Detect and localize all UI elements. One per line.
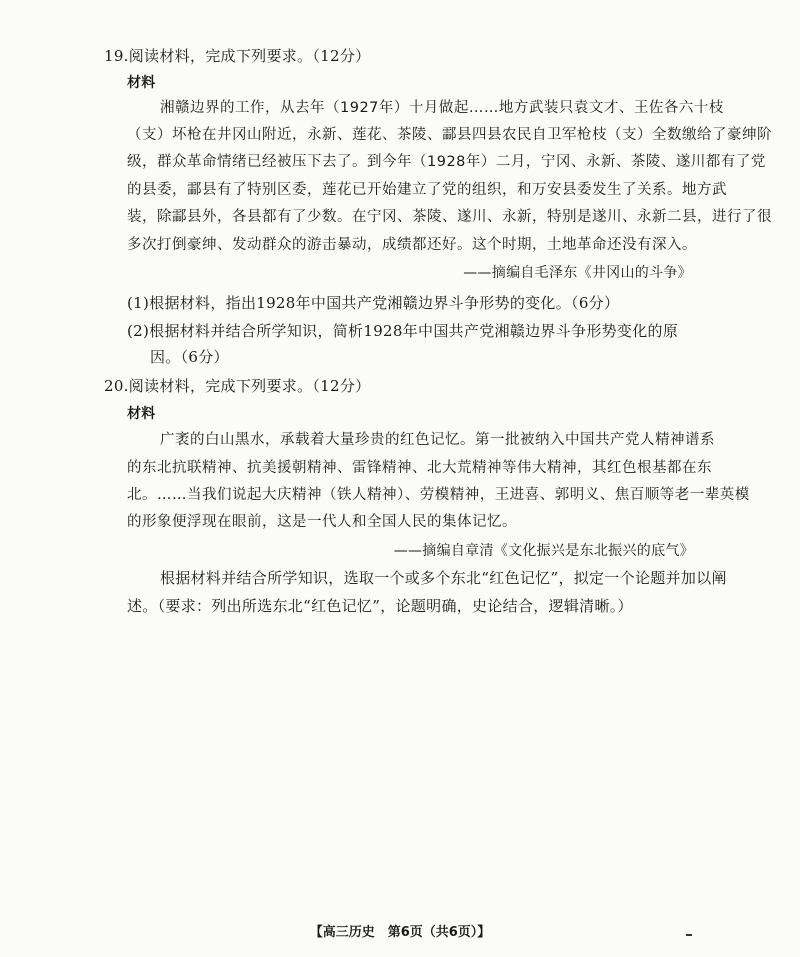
- question-20-task-cont: 述。（要求：列出所选东北“红色记忆”，论题明确，史论结合，逻辑清晰。）: [127, 597, 633, 615]
- question-19-source: ——摘编自毛泽东《井冈山的斗争》: [463, 265, 692, 281]
- question-20-title: 20.阅读材料，完成下列要求。（12分）: [104, 377, 371, 395]
- question-19-subquestion-1: (1)根据材料，指出1928年中国共产党湘赣边界斗争形势的变化。（6分）: [127, 294, 620, 312]
- question-20-material-line: 广袤的白山黑水，承载着大量珍贵的红色记忆。第一批被纳入中国共产党人精神谱系: [160, 432, 715, 448]
- question-19-material-line: 装，除酃县外，各县都有了少数。在宁冈、茶陵、遂川、永新，特别是遂川、永新二县，进行了很: [127, 209, 772, 225]
- question-19-subquestion-2-cont: 因。（6分）: [150, 348, 229, 366]
- question-20-source: ——摘编自章清《文化振兴是东北振兴的底气》: [393, 543, 694, 559]
- question-19-material-line: 多次打倒豪绅、发动群众的游击暴动，成绩都还好。这个时期，土地革命还没有深入。: [127, 237, 697, 253]
- question-20-material-line: 北。……当我们说起大庆精神（铁人精神）、劳模精神，王进喜、郭明义、焦百顺等老一辈英模: [127, 487, 750, 503]
- question-19-material-line: 的县委，酃县有了特别区委，莲花已开始建立了党的组织，和万安县委发生了关系。地方武: [127, 182, 727, 198]
- question-19-title: 19.阅读材料，完成下列要求。（12分）: [104, 47, 371, 65]
- question-20-material-line: 的东北抗联精神、抗美援朝精神、雷锋精神、北大荒精神等伟大精神，其红色根基都在东: [127, 460, 712, 476]
- page-footer: 【高三历史 第6页（共6页）】: [309, 925, 491, 940]
- question-20-material-label: 材料: [127, 406, 156, 422]
- question-19-subquestion-2: (2)根据材料并结合所学知识，简析1928年中国共产党湘赣边界斗争形势变化的原: [127, 322, 679, 340]
- question-19-material-label: 材料: [127, 75, 156, 91]
- question-20-task: 根据材料并结合所学知识，选取一个或多个东北“红色记忆”，拟定一个论题并加以阐: [160, 569, 727, 587]
- question-20-material-line: 的形象便浮现在眼前，这是一代人和全国人民的集体记忆。: [127, 514, 517, 530]
- question-19-material-line: 级，群众革命情绪已经被压下去了。到今年（1928年）二月，宁冈、永新、茶陵、遂川都有了党: [127, 154, 766, 170]
- scan-mark: [686, 934, 692, 936]
- question-19-material-line: 湘赣边界的工作，从去年（1927年）十月做起……地方武装只袁文才、王佐各六十枝: [160, 100, 724, 116]
- question-19-material-line: （支）坏枪在井冈山附近，永新、莲花、茶陵、酃县四县农民自卫军枪枝（支）全数缴给了豪绅阶: [127, 127, 772, 143]
